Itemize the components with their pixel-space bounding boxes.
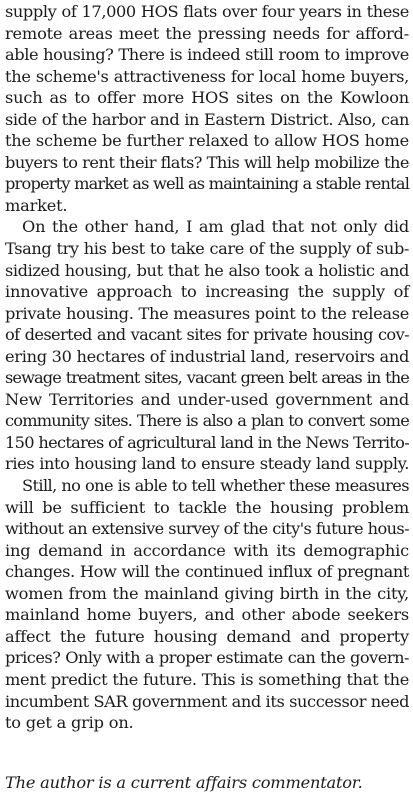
article-line: buyers to rent their flats? This will help mobilize the [5,152,409,172]
article-line: will be sufficient to tackle the housing problem [5,497,409,517]
article-line: Still, no one is able to tell whether these measures [22,476,409,496]
article-line: On the other hand, I am glad that not only did [22,217,409,237]
article-line: able housing? There is indeed still room to improve [5,45,409,65]
article-line: market. [5,195,68,215]
article-line: to get a grip on. [5,713,134,733]
article-line: 150 hectares of agricultural land in the News Territo- [5,432,409,452]
article-line: community sites. There is also a plan to convert some [5,411,409,431]
article-line: ment predict the future. This is something that the [5,669,409,689]
article-line: ing demand in accordance with its demographic [5,540,409,560]
article-line: ries into housing land to ensure steady land supply. [5,454,409,474]
article-line: sewage treatment sites, vacant green belt areas in the [5,368,409,388]
article-line: of deserted and vacant sites for private housing cov- [5,325,409,345]
author-byline: The author is a current affairs commentator. [5,773,363,792]
article-line: incumbent SAR government and its successor need [5,691,410,711]
article-line: changes. How will the continued influx of pregnant [5,562,409,582]
article-line: Tsang try his best to take care of the supply of sub- [5,239,409,259]
article-line: the scheme be further relaxed to allow HOS home [5,131,409,151]
article-line: mainland home buyers, and other abode seekers [5,605,409,625]
article-line: such as to offer more HOS sites on the Kowloon [5,88,409,108]
article-line: supply of 17,000 HOS flats over four years in these [5,2,409,21]
article-line: sidized housing, but that he also took a holistic and [5,260,409,280]
article-line: side of the harbor and in Eastern District. Also, can [5,109,409,129]
article-line: innovative approach to increasing the supply of [5,282,409,302]
article-line: women from the mainland giving birth in the city, [5,583,409,603]
article-line: affect the future housing demand and property [5,626,409,646]
article-line: New Territories and under-used government and [5,389,409,409]
article-line: property market as well as maintaining a stable rental [5,174,410,194]
article-line: without an extensive survey of the city's future hous- [5,519,409,539]
article-line: remote areas meet the pressing needs for afford- [5,23,409,43]
article-line: the scheme's attractiveness for local home buyers, [5,66,409,86]
article-line: ering 30 hectares of industrial land, reservoirs and [5,346,410,366]
article-line: prices? Only with a proper estimate can the govern- [5,648,409,668]
article-line: private housing. The measures point to the release [5,303,409,323]
article-body [5,0,409,734]
